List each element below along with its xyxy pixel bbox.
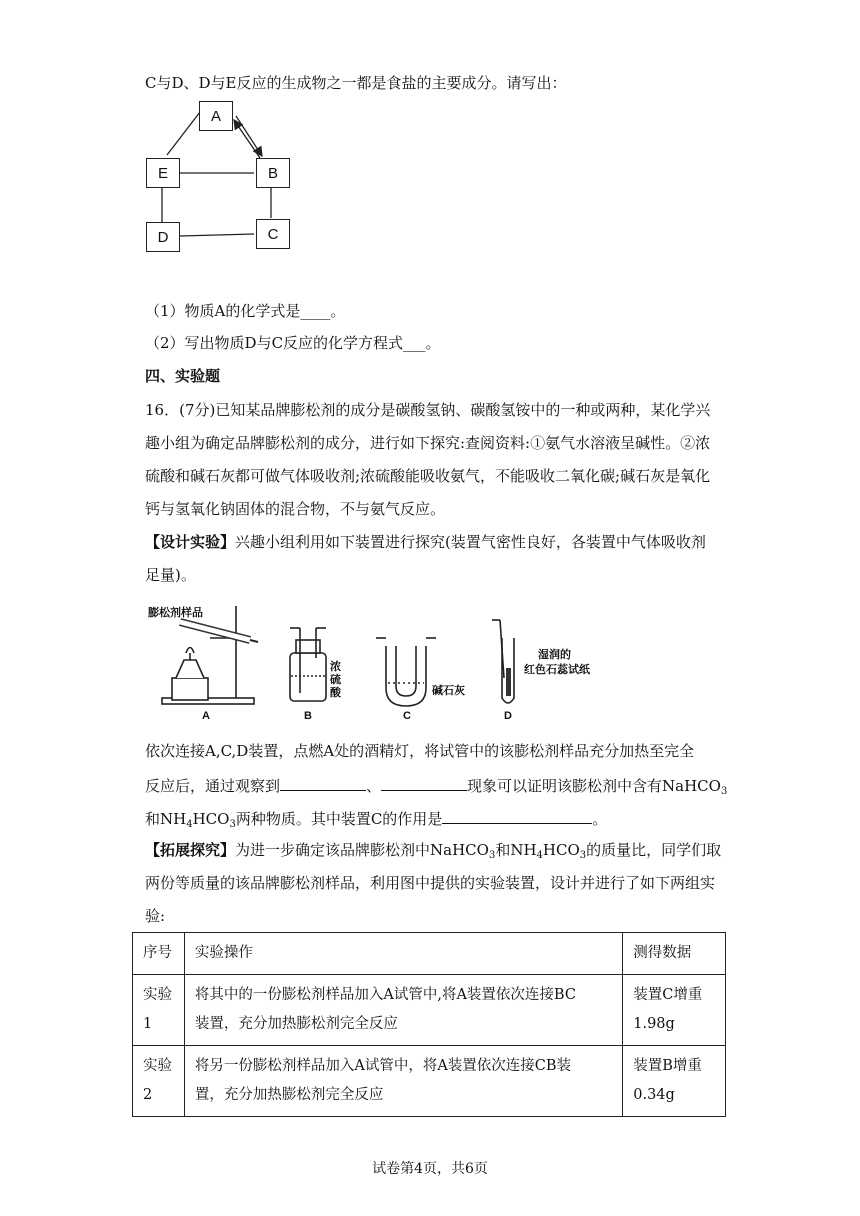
design-tag: 【设计实验】 (145, 533, 236, 551)
row-1-data: 装置C增重 1.98g (623, 975, 726, 1046)
experiment-table (132, 932, 726, 1117)
table-header-row (133, 933, 726, 975)
ext-sub-3: 3 (579, 850, 587, 861)
obs-text-e: HCO (192, 810, 230, 828)
obs-text-a: 反应后，通过观察到 (145, 777, 281, 795)
node-e: E (146, 158, 180, 188)
q16-line-1: 16．(7分)已知某品牌膨松剂的成分是碳酸氢钠、碳酸氢铵中的一种或两种，某化学兴 (145, 401, 711, 419)
letter-c: C (403, 710, 411, 722)
apparatus-a (162, 606, 258, 704)
ext-text-a: 为进一步确定该品牌膨松剂中NaHCO (235, 841, 489, 859)
extend-line-3: 验: (145, 907, 166, 925)
arrow-b-a (234, 120, 260, 158)
ext-sub-1: 3 (488, 850, 496, 861)
label-conc-acid: 浓硫酸 (330, 660, 341, 699)
node-c: C (256, 219, 290, 249)
row-2-operation: 将另一份膨松剂样品加入A试管中，将A装置依次连接CB装 置，充分加热膨松剂完全反应 (184, 1046, 622, 1117)
arrow-a-b (236, 116, 262, 156)
table-row (133, 975, 726, 1046)
header-id: 序号 (133, 933, 185, 975)
label-paper-1: 湿润的 (538, 648, 571, 661)
line-a-e (167, 112, 200, 155)
obs-text-d: 和NH (145, 810, 187, 828)
obs-sub-3: 3 (229, 819, 236, 830)
label-soda-lime: 碱石灰 (432, 684, 465, 697)
obs-text-b: 、 (366, 777, 382, 795)
obs-text-f: 两种物质。其中装置C的作用是 (235, 810, 443, 828)
ext-text-b: 和NH (495, 841, 537, 859)
extend-line-2: 两份等质量的该品牌膨松剂样品，利用图中提供的实验装置，设计并进行了如下两组实 (145, 874, 716, 892)
label-sample: 膨松剂样品 (148, 606, 203, 619)
ext-sub-2: 4 (536, 850, 543, 861)
question-2: （2）写出物质D与C反应的化学方程式___。 (145, 334, 441, 352)
design-line-1 (145, 532, 706, 552)
observation-line-2 (145, 774, 727, 796)
answer-blank-3[interactable] (442, 807, 592, 824)
reaction-diagram (140, 98, 310, 263)
obs-sub-2: 4 (186, 819, 193, 830)
section-title: 四、实验题 (145, 367, 221, 385)
obs-text-c: 现象可以证明该膨松剂中含有NaHCO (467, 777, 721, 795)
apparatus-d (492, 620, 514, 703)
q16-line-2: 趣小组为确定品牌膨松剂的成分，进行如下探究:查阅资料:①氨气水溶液呈碱性。②浓 (145, 434, 711, 452)
q16-line-3: 硫酸和碱石灰都可做气体吸收剂;浓硫酸能吸收氨气，不能吸收二氧化碳;碱石灰是氧化 (145, 467, 711, 485)
ext-text-d: 的质量比，同学们取 (586, 841, 722, 859)
apparatus-figure (140, 598, 610, 726)
letter-a: A (202, 710, 210, 722)
question-1: （1）物质A的化学式是____。 (145, 302, 346, 320)
observation-line-3 (145, 807, 607, 829)
label-paper-2: 红色石蕊试纸 (524, 663, 590, 676)
extend-tag: 【拓展探究】 (145, 841, 236, 859)
node-a: A (199, 101, 233, 131)
obs-sub: 3 (720, 786, 728, 797)
row-2-data: 装置B增重 0.34g (623, 1046, 726, 1117)
page-footer: 试卷第4页，共6页 (372, 1161, 488, 1177)
letter-d: D (504, 710, 512, 722)
obs-text-g: 。 (592, 810, 608, 828)
table-row (133, 1046, 726, 1117)
extend-line-1 (145, 840, 721, 860)
line-d-c (180, 234, 254, 236)
header-data: 测得数据 (623, 933, 726, 975)
row-1-operation: 将其中的一份膨松剂样品加入A试管中,将A装置依次连接BC 装置，充分加热膨松剂完全反应 (184, 975, 622, 1046)
ext-text-c: HCO (542, 841, 580, 859)
design-line-2: 足量)。 (145, 566, 196, 584)
apparatus-c (376, 638, 436, 706)
observation-line-1: 依次连接A,C,D装置，点燃A处的酒精灯，将试管中的该膨松剂样品充分加热至完全 (145, 742, 695, 760)
node-b: B (256, 158, 290, 188)
answer-blank-2[interactable] (381, 774, 467, 791)
header-operation: 实验操作 (184, 933, 622, 975)
row-1-id: 实验 1 (133, 975, 185, 1046)
letter-b: B (304, 710, 312, 722)
intro-line: C与D、D与E反应的生成物之一都是食盐的主要成分。请写出： (145, 74, 567, 92)
row-2-id: 实验 2 (133, 1046, 185, 1117)
q16-line-4: 钙与氢氧化钠固体的混合物，不与氨气反应。 (145, 500, 446, 518)
design-text: 兴趣小组利用如下装置进行探究(装置气密性良好，各装置中气体吸收剂 (235, 533, 706, 551)
answer-blank-1[interactable] (280, 774, 366, 791)
node-d: D (146, 222, 180, 252)
apparatus-b (290, 628, 326, 701)
